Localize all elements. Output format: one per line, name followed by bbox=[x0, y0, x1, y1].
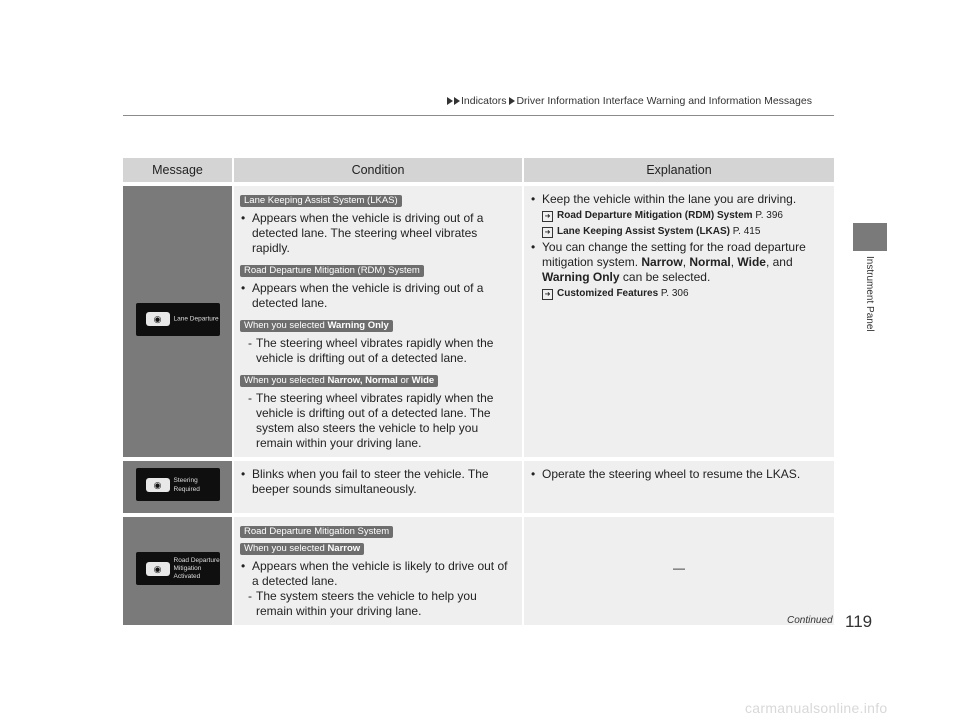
reference-arrow-icon: ➜ bbox=[542, 289, 553, 300]
breadcrumb-arrow-icon bbox=[454, 97, 460, 105]
condition-bullet: • Appears when the vehicle is driving out of a detected lane. bbox=[240, 281, 516, 311]
explanation-cell bbox=[522, 513, 834, 625]
lkas-tag: Lane Keeping Assist System (LKAS) bbox=[240, 195, 402, 207]
header-rule bbox=[123, 115, 834, 116]
explanation-bullet: • Keep the vehicle within the lane you are driving. bbox=[530, 192, 828, 207]
condition-sub-item: - The steering wheel vibrates rapidly when the vehicle is drifting out of a detected lane. bbox=[248, 336, 494, 365]
reference-arrow-icon: ➜ bbox=[542, 227, 553, 238]
page-number: 119 bbox=[845, 612, 873, 631]
explanation-cell bbox=[522, 182, 834, 457]
page-reference[interactable]: ➜ Road Departure Mitigation (RDM) System P. 396 bbox=[542, 208, 828, 223]
lane-departure-display: ◉ Lane Departure bbox=[136, 303, 220, 336]
watermark: carmanualsonline.info bbox=[745, 700, 888, 716]
section-tab bbox=[853, 223, 887, 251]
condition-cell bbox=[232, 457, 522, 513]
breadcrumb-part: Indicators bbox=[461, 95, 507, 107]
page-reference[interactable]: ➜ Customized Features P. 306 bbox=[542, 286, 828, 301]
table-row bbox=[123, 457, 834, 513]
message-table bbox=[123, 158, 834, 625]
column-header: Explanation bbox=[522, 158, 834, 182]
breadcrumb-arrow-icon bbox=[509, 97, 515, 105]
page-reference[interactable]: ➜ Lane Keeping Assist System (LKAS) P. 415 bbox=[542, 224, 828, 239]
rdm-activated-display: ◉ Road Departure Mitigation Activated bbox=[136, 552, 220, 585]
column-header: Condition bbox=[232, 158, 522, 182]
rdm-tag: Road Departure Mitigation System bbox=[240, 526, 393, 538]
steering-required-display: ◉ Steering Required bbox=[136, 468, 220, 501]
table-row bbox=[123, 513, 834, 625]
table-row bbox=[123, 182, 834, 457]
narrow-normal-wide-tag: When you selected Narrow, Normal or Wide bbox=[240, 375, 438, 387]
message-image-cell bbox=[123, 182, 232, 457]
explanation-bullet: • You can change the setting for the road departure mitigation system. Narrow, Normal, Wide, and Warning Only can be selected. bbox=[530, 240, 828, 285]
lane-departure-icon: ◉ bbox=[146, 478, 170, 492]
warning-only-tag: When you selected Warning Only bbox=[240, 320, 393, 332]
empty-explanation: — bbox=[673, 561, 685, 575]
condition-cell bbox=[232, 182, 522, 457]
rdm-tag: Road Departure Mitigation (RDM) System bbox=[240, 265, 424, 277]
narrow-tag: When you selected Narrow bbox=[240, 543, 364, 555]
explanation-bullet: • Operate the steering wheel to resume the LKAS. bbox=[530, 467, 828, 482]
explanation-cell bbox=[522, 457, 834, 513]
section-label: Instrument Panel bbox=[864, 256, 875, 332]
reference-arrow-icon: ➜ bbox=[542, 211, 553, 222]
lane-departure-icon: ◉ bbox=[146, 562, 170, 576]
continued-label: Continued bbox=[787, 615, 833, 626]
column-header: Message bbox=[123, 158, 232, 182]
condition-bullet: • Appears when the vehicle is driving out of a detected lane. The steering wheel vibrates rapidly. bbox=[240, 211, 516, 256]
condition-cell bbox=[232, 513, 522, 625]
lane-departure-icon: ◉ bbox=[146, 312, 170, 326]
breadcrumb bbox=[447, 95, 812, 107]
condition-bullet: • Blinks when you fail to steer the vehicle. The beeper sounds simultaneously. bbox=[240, 467, 516, 497]
breadcrumb-part: Driver Information Interface Warning and Information Messages bbox=[516, 95, 812, 107]
message-image-cell bbox=[123, 513, 232, 625]
condition-bullet: • Appears when the vehicle is likely to drive out of a detected lane. bbox=[240, 559, 516, 589]
condition-sub-item: - The system steers the vehicle to help you remain within your driving lane. bbox=[248, 589, 477, 618]
condition-sub-item: - The steering wheel vibrates rapidly when the vehicle is drifting out of a detected lane. The system also steers the vehicle to help you remain within your driving lane. bbox=[248, 391, 494, 450]
breadcrumb-arrow-icon bbox=[447, 97, 453, 105]
message-image-cell bbox=[123, 457, 232, 513]
